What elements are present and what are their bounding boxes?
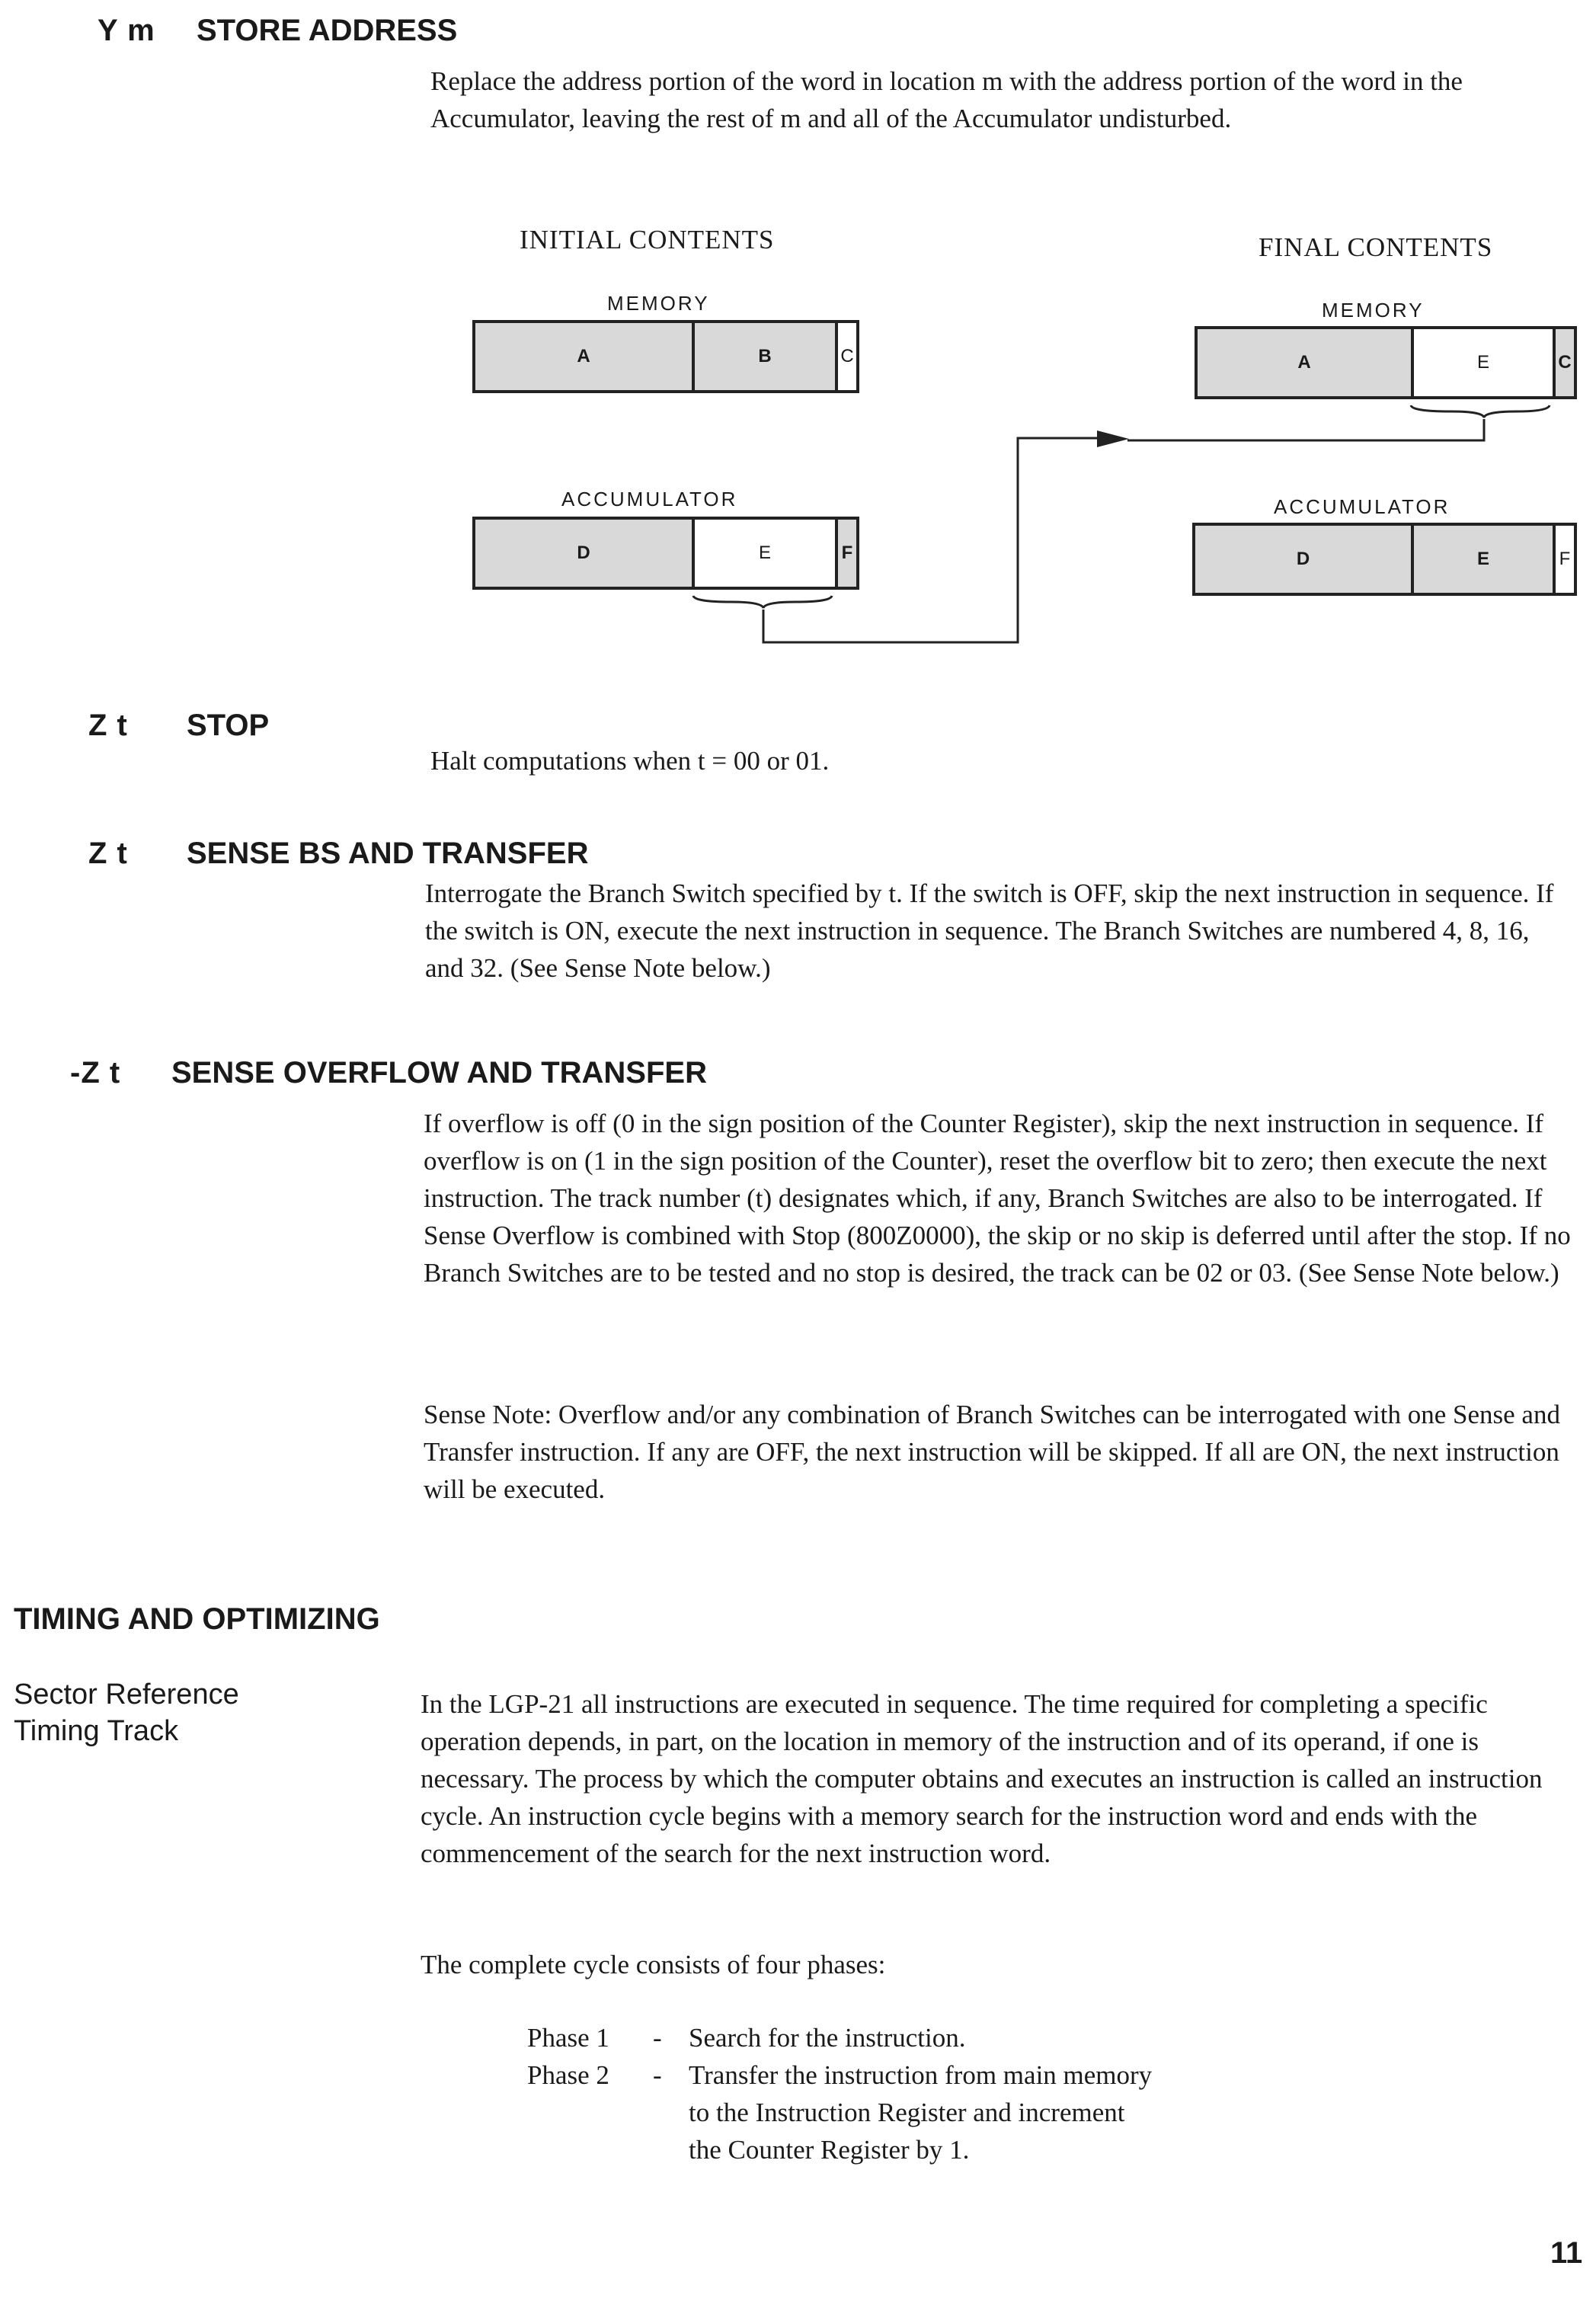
initial-memory-field-a: A [577,346,590,366]
initial-accumulator-label: ACCUMULATOR [561,488,738,510]
section-title-store-address: STORE ADDRESS [197,14,458,47]
final-accumulator-label: ACCUMULATOR [1274,495,1450,518]
opcode-zt-stop: Z t [88,709,128,742]
connector-right-path [1127,419,1484,440]
sense-bs-description: Interrogate the Branch Switch specified by t. If the switch is OFF, skip the next instruction in sequence. If the switch is ON, execute the next instruction in sequence. The Branch Switches are numbered 4, 8, 16, and 32. (See Sense Note below.) [425,878,1554,983]
transfer-arrowhead-icon [1097,430,1129,447]
stop-description: Halt computations when t = 00 or 01. [430,746,830,776]
initial-accumulator-field-d: D [577,542,590,563]
final-memory-field-e: E [1411,329,1553,396]
initial-accumulator-e-brace [693,596,832,608]
store-address-text: Replace the address portion of the word in location m with the address portion of the word in the Accumulator, leaving the rest of m and all of the Accumulator undisturbed. [430,66,1463,133]
section-title-sense-bs: SENSE BS AND TRANSFER [187,837,589,870]
initial-accumulator-field-f: F [835,520,856,587]
sense-overflow-description: If overflow is off (0 in the sign position of the Counter Register), skip the next instruction in sequence. If overflow is on (1 in the sign position of the Counter), reset the overflow bit to zero; then execute the next instruction. The track number (t) designates which, if any, Branch Switches are also to be interrogated. If Sense Overflow is combined with Stop (800Z0000), the skip or no skip is deferred until after the stop. If no Branch Switches are to be tested and no stop is desired, the track can be 02 or 03. (See Sense Note below.) [424,1109,1571,1288]
side-heading-line-2: Timing Track [14,1715,179,1747]
phase-number: Phase 2 [527,2060,609,2090]
opcode-minus-zt: -Z t [70,1056,121,1090]
timing-paragraph-1: In the LGP-21 all instructions are executed in sequence. The time required for completing a specific operation depends, in part, on the location in memory of the instruction and of its operand, if one is necessary. The process by which the computer obtains and executes an instruction is called an instruction cycle. An instruction cycle begins with a memory search for the instruction word and ends with the commencement of the search for the next instruction word. [421,1689,1543,1868]
section-title-sense-overflow: SENSE OVERFLOW AND TRANSFER [171,1056,707,1090]
phase-text: Search for the instruction. [689,2023,966,2053]
phase-text: Transfer the instruction from main memory to the Instruction Register and increment the Counter Register by 1. [689,2060,1153,2165]
final-memory-label: MEMORY [1322,299,1425,322]
page-number: 11 [1550,2236,1583,2270]
phase-item [527,2019,1578,2056]
final-contents-title: FINAL CONTENTS [1259,232,1493,262]
timing-heading: TIMING AND OPTIMIZING [14,1602,380,1636]
section-title-stop: STOP [187,709,270,742]
initial-contents-title: INITIAL CONTENTS [520,225,775,254]
opcode-zt-sense-bs: Z t [88,837,128,870]
final-memory-field-c: C [1553,329,1574,396]
final-memory-field-a: A [1297,352,1311,373]
phase-dash: - [653,2023,662,2053]
sector-reference-side-heading [14,1676,239,1749]
initial-memory-field-b: B [692,323,835,390]
phase-item [527,2056,1578,2168]
phase-number: Phase 1 [527,2023,609,2053]
opcode-ym: Y m [98,14,155,47]
final-memory-e-brace [1411,405,1550,418]
connector-left-path [763,438,1112,642]
sense-note: Sense Note: Overflow and/or any combination of Branch Switches can be interrogated with one Sense and Transfer instruction. If any are OFF, the next instruction will be skipped. If all are ON, the next instruction will be executed. [424,1400,1560,1504]
side-heading-line-1: Sector Reference [14,1679,239,1711]
final-accumulator-field-e: E [1411,526,1553,593]
final-accumulator-field-d: D [1296,549,1310,569]
timing-paragraph-2: The complete cycle consists of four phases: [421,1950,886,1979]
transfer-connector-lines [0,0,1596,686]
initial-memory-label: MEMORY [607,292,710,315]
final-accumulator-field-f: F [1553,526,1574,593]
phase-list [527,2019,1578,2168]
initial-memory-field-c: C [835,323,856,390]
phase-dash: - [653,2060,662,2090]
initial-accumulator-field-e: E [692,520,835,587]
